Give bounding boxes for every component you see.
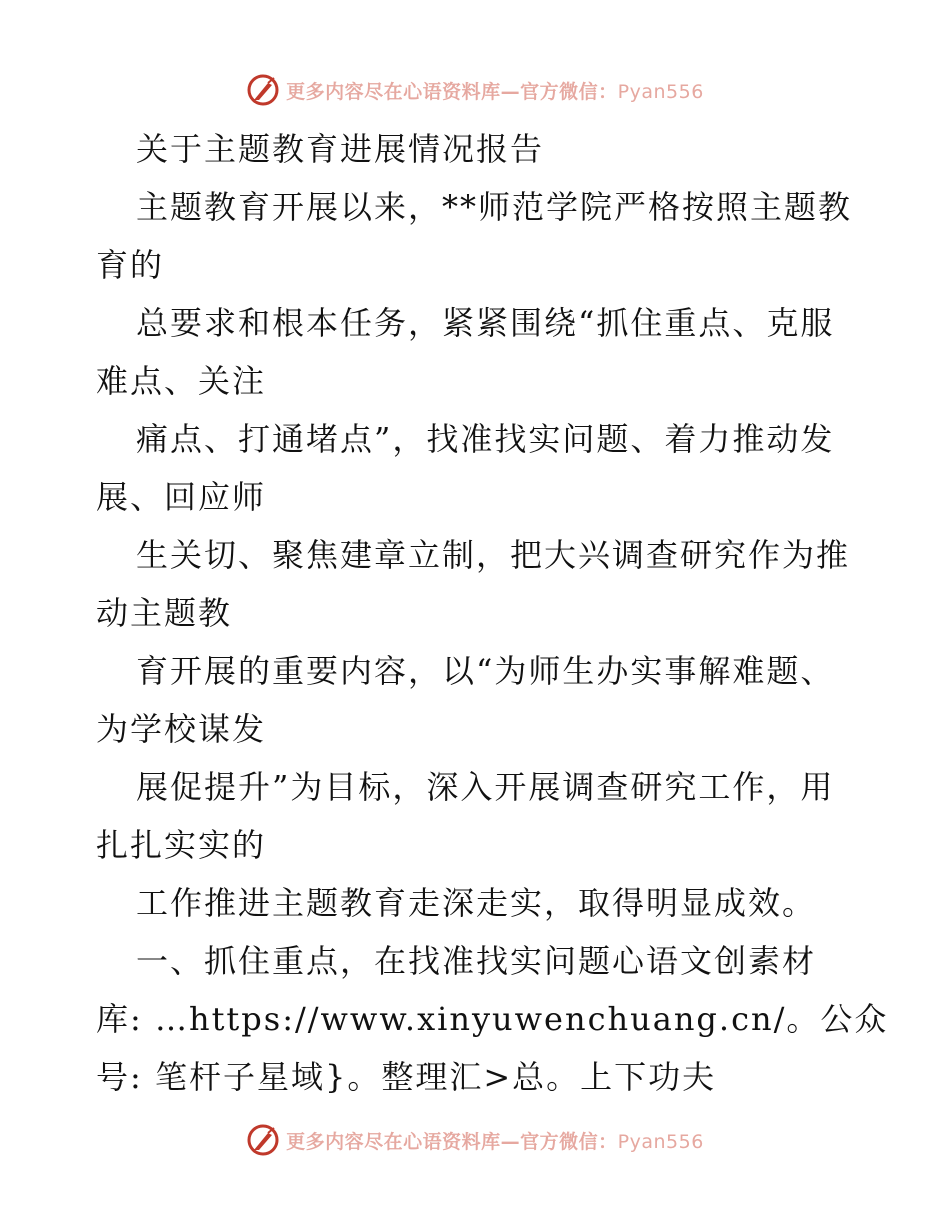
quill-pen-circle-icon <box>246 1123 280 1157</box>
watermark-text: 更多内容尽在心语资料库—官方微信：Pyan556 <box>286 80 704 103</box>
doc-line: 展促提升”为目标，深入开展调查研究工作，用 <box>136 768 835 806</box>
doc-title: 关于主题教育进展情况报告 <box>136 130 545 168</box>
quill-pen-circle-icon <box>246 73 280 107</box>
doc-line: 育的 <box>96 246 165 284</box>
doc-line: 展、回应师 <box>96 478 267 516</box>
doc-line: 主题教育开展以来，**师范学院严格按照主题教 <box>136 188 853 226</box>
doc-line: 库: …https://www.xinyuwenchuang.cn/。公众 <box>96 1000 889 1038</box>
doc-section-heading: 一、抓住重点，在找准找实问题心语文创素材 <box>136 942 817 980</box>
doc-line: 难点、关注 <box>96 362 267 400</box>
watermark-header <box>0 70 950 110</box>
watermark-footer <box>0 1120 950 1160</box>
doc-line: 工作推进主题教育走深走实，取得明显成效。 <box>136 884 817 922</box>
doc-line: 扎扎实实的 <box>96 826 267 864</box>
doc-line: 育开展的重要内容，以“为师生办实事解难题、 <box>136 652 835 690</box>
doc-line: 生关切、聚焦建章立制，把大兴调查研究作为推 <box>136 536 851 574</box>
doc-line: 为学校谋发 <box>96 710 267 748</box>
watermark-text: 更多内容尽在心语资料库—官方微信：Pyan556 <box>286 1130 704 1153</box>
doc-line: 总要求和根本任务，紧紧围绕“抓住重点、克服 <box>136 304 835 342</box>
doc-line: 痛点、打通堵点”，找准找实问题、着力推动发 <box>136 420 835 458</box>
doc-line: 号: 笔杆子星域}。整理汇>总。上下功夫 <box>96 1058 717 1096</box>
doc-line: 动主题教 <box>96 594 233 632</box>
document-body <box>96 120 889 1106</box>
